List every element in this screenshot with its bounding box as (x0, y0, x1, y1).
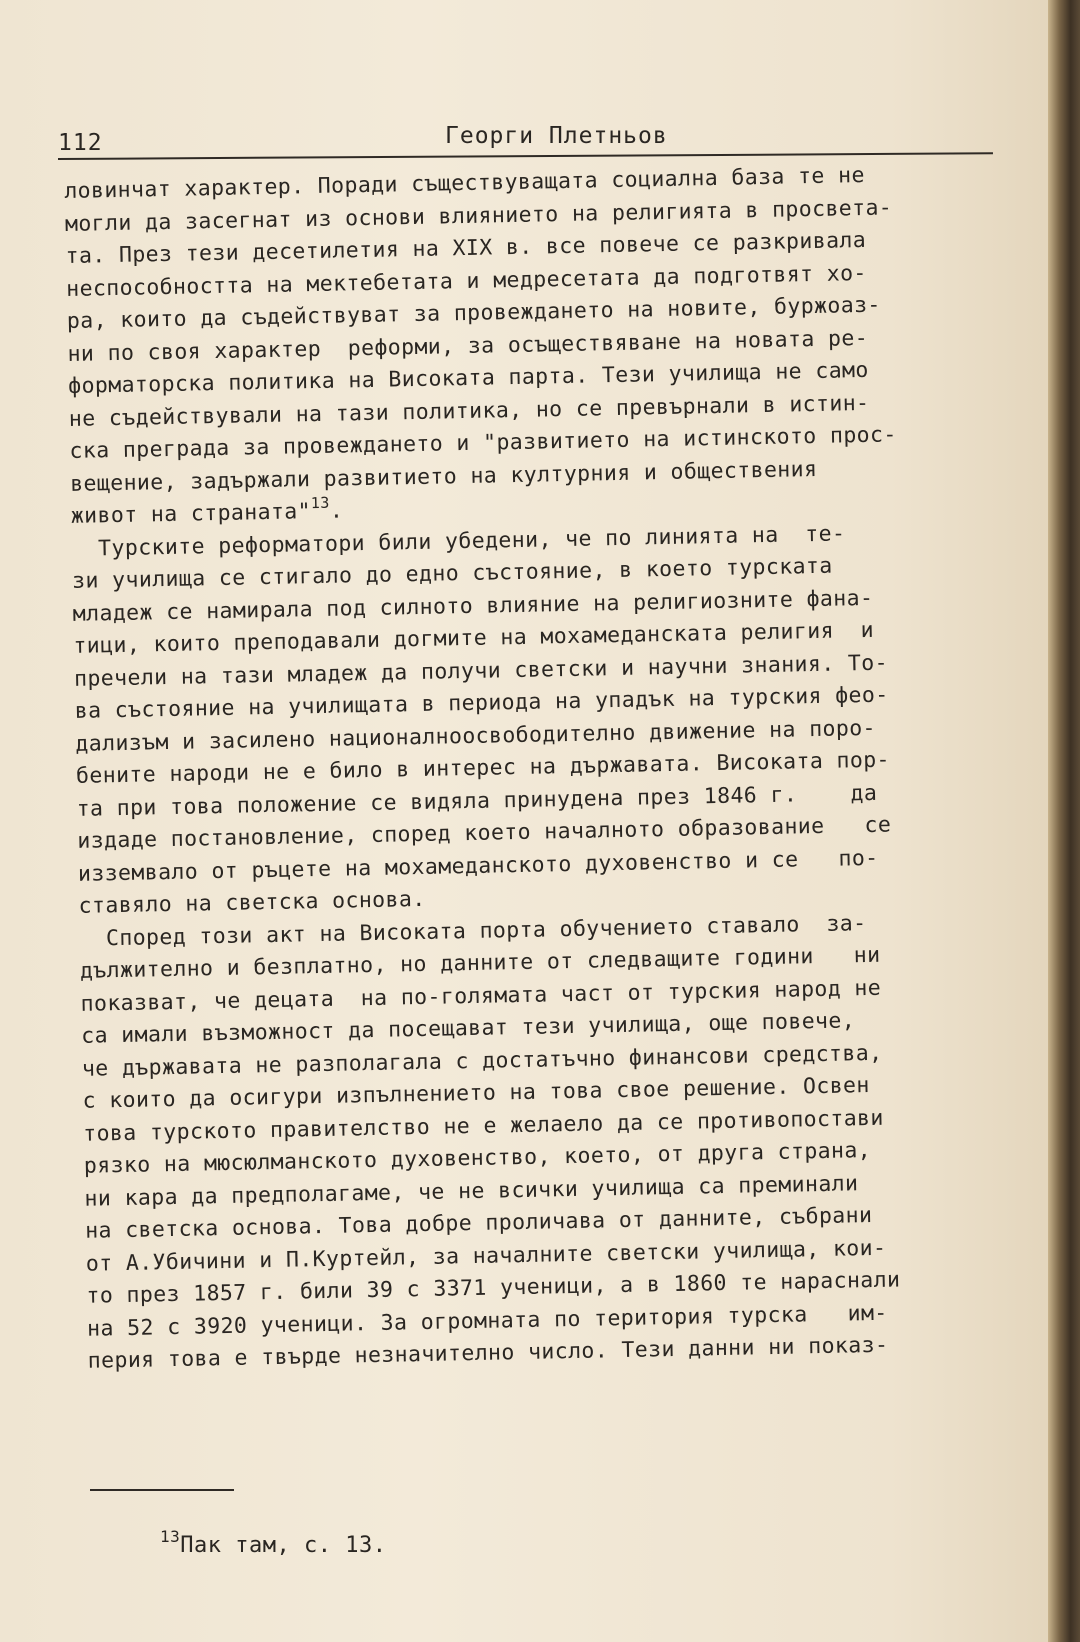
text-line: са имали възможност да посещават тези училища, още повече, (81, 1008, 856, 1049)
text-line: зи училища се стигало до едно състояние, в което турската (71, 553, 833, 594)
text-line: младеж се намирала под силното влияние на религиозните фана- (72, 585, 874, 627)
text-line: това турското правителство не е желаело да се противопостави (82, 1105, 884, 1147)
text-line: ска преграда за провеждането и "развитието на истинското прос- (69, 422, 897, 464)
text-line: че държавата не разполагала с достатъчно финансови средства, (81, 1040, 883, 1082)
text-line: ловинчат характер. Поради съществуващата социална база те не (64, 162, 866, 204)
text-line: не съдействували на тази политика, но се превърнали в истин- (68, 390, 870, 432)
running-head: Георги Плетньов (445, 123, 668, 149)
text-line: неспособността на мектебетата и медресетата да подготвят хо- (66, 260, 868, 302)
note-period: . (329, 498, 344, 524)
text-line: с които да осигури изпълнението на това свое решение. Освен (82, 1073, 870, 1114)
text-line: живот на страната" (70, 499, 312, 529)
text-line: ни по своя характер реформи, за осъществяване на новата ре- (67, 325, 869, 367)
text-line: ва състояние на училищата в периода на упадък на турския фео- (74, 682, 889, 724)
text-line: на 52 с 3920 ученици. За огромната по територия турска им- (86, 1300, 888, 1342)
text-line: бените народи не е било в интерес на държавата. Високата пор- (75, 747, 891, 789)
footnote-text: Пак там, с. 13. (180, 1533, 387, 1558)
text-line: ни кара да предполагаме, че не всички училища са преминали (84, 1170, 859, 1212)
body-text (64, 157, 1048, 1379)
page-number: 112 (58, 130, 103, 156)
text-line: на светска основа. Това добре проличава от данните, събрани (84, 1202, 873, 1244)
page-edge-shadow (1048, 0, 1080, 1642)
text-line: вещение, задържали развитието на културния и обществения (69, 456, 818, 497)
text-line: рязко на мюсюлманското духовенство, което, от друга страна, (83, 1138, 872, 1179)
text-line: дализъм и засилено националноосвободително движение на поро- (75, 715, 877, 757)
text-line: ра, които да съдействуват за провеждането на новите, буржоаз- (66, 292, 882, 334)
text-line: ставяло на светска основа. (78, 886, 426, 919)
text-line: Турските реформатори били убедени, че по линията на те- (71, 520, 846, 562)
footnote-marker: 13 (160, 1527, 181, 1546)
text-line: пречели на тази младеж да получи светски и научни знания. То- (73, 650, 889, 692)
text-line: показват, че децата на по-голямата част от турския народ не (80, 975, 882, 1017)
text-line: могли да засегнат из основи влиянието на религията в просвета- (64, 194, 893, 237)
text-line: та. През тези десетилетия на XIX в. все повече се разкривала (65, 227, 867, 269)
text-line: форматорска политика на Високата парта. Тези училища не само (67, 357, 869, 399)
text-line: перия това е твърде незначително число. Тези данни ни показ- (87, 1332, 889, 1374)
header-rule (58, 152, 993, 160)
text-line: тици, които преподавали догмите на мохамеданската религия и (73, 617, 875, 659)
text-line: Според този акт на Високата порта обучението ставало за- (79, 910, 867, 952)
text-line: то през 1857 г. били 39 с 3371 ученици, а в 1860 те нараснали (86, 1267, 901, 1309)
footnote-reference: 13 (310, 493, 330, 513)
text-line: издаде постановление, според което началното образование се (77, 812, 892, 854)
text-line: та при това положение се видяла принудена през 1846 г. да (76, 780, 878, 822)
text-line: изземвало от ръцете на мохамеданското духовенство и се по- (77, 845, 879, 887)
text-line: от А.Убичини и П.Куртейл, за началните светски училища, кои- (85, 1235, 887, 1277)
text-line: дължително и безплатно, но данните от следващите години ни (79, 942, 881, 984)
footnote (160, 1527, 387, 1558)
footnote-rule (90, 1489, 234, 1491)
